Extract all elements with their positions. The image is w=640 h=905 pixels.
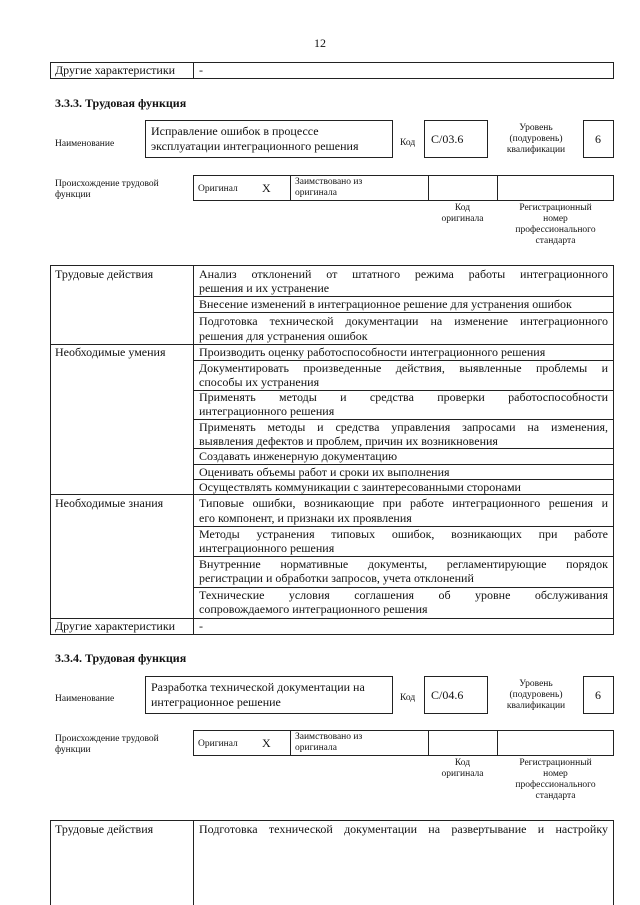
other-characteristics-value: - xyxy=(199,619,203,633)
table-row: выявления дефектов и проблем, причин их возникновения xyxy=(199,434,498,448)
level-label-2 xyxy=(492,679,580,712)
code-original-line2: оригинала xyxy=(441,214,484,224)
code-label: Код xyxy=(400,138,416,148)
origin-label xyxy=(55,179,159,201)
reg-line2: номер xyxy=(543,769,568,779)
table-row: регистрации и обработки запросов, учета отклонений xyxy=(199,571,474,585)
table-row: Создавать инженерную документацию xyxy=(199,449,398,463)
table-row: Методы устранения типовых ошибок, возникающих при работе xyxy=(199,527,608,541)
function-name-line2: эксплуатации интеграционного решения xyxy=(151,139,359,153)
code-original-caption xyxy=(428,203,497,225)
top-other-value: - xyxy=(199,63,203,77)
level-label-line2: (подуровень) xyxy=(509,690,563,700)
table-row: Подготовка технической документации на развертывание и настройку xyxy=(199,822,608,836)
level-value: 6 xyxy=(595,688,601,702)
section-heading: 3.3.3. Трудовая функция xyxy=(55,96,187,110)
table-row: интеграционного решения xyxy=(199,541,335,555)
function-name-line1: Исправление ошибок в процессе xyxy=(151,124,319,138)
reg-line4: стандарта xyxy=(535,791,576,801)
original-mark-2: X xyxy=(262,736,271,750)
top-other-label: Другие характеристики xyxy=(55,63,176,77)
origin-label-line2: функции xyxy=(55,745,91,755)
reg-line3: профессионального xyxy=(515,225,596,235)
name-label-2: Наименование xyxy=(55,694,115,704)
origin-label-2 xyxy=(55,734,159,756)
table-row: Документировать произведенные действия, выявленные проблемы и xyxy=(199,361,608,375)
table-row: Применять методы и средства проверки работоспособности xyxy=(199,390,608,404)
original-label-2: Оригинал xyxy=(198,739,238,749)
code-box-2 xyxy=(424,676,488,714)
code-original-caption-2 xyxy=(428,758,497,780)
table-row: Применять методы и средства управления запросами на изменения, xyxy=(199,420,608,434)
level-label-line3: квалификации xyxy=(506,145,566,155)
labor-actions-label-2: Трудовые действия xyxy=(55,822,154,836)
level-label-line1: Уровень xyxy=(519,123,553,133)
required-skills-label: Необходимые умения xyxy=(55,345,166,359)
function-name-line1: Разработка технической документации на xyxy=(151,680,365,694)
table-row: Технические условия соглашения об уровне обслуживания xyxy=(199,588,608,602)
table-row: Оценивать объемы работ и сроки их выполнения xyxy=(199,465,450,479)
level-value: 6 xyxy=(595,132,601,146)
borrowed-label-2 xyxy=(295,732,362,754)
table-row: Типовые ошибки, возникающие при работе интеграционного решения и xyxy=(199,496,608,510)
table-row: Внутренние нормативные документы, регламентирующие порядок xyxy=(199,557,608,571)
reg-line1: Регистрационный xyxy=(519,758,592,768)
table-row: Осуществлять коммуникации с заинтересованными сторонами xyxy=(199,480,521,494)
required-knowledge-label: Необходимые знания xyxy=(55,496,164,510)
function-name-box xyxy=(145,120,393,158)
level-label-line1: Уровень xyxy=(519,679,553,689)
labor-actions-label: Трудовые действия xyxy=(55,267,154,281)
code-box xyxy=(424,120,488,158)
table-row: Внесение изменений в интеграционное решение для устранения ошибок xyxy=(199,297,572,311)
borrowed-label xyxy=(295,177,362,199)
table-row: решения для устранения ошибок xyxy=(199,329,368,343)
level-box-2 xyxy=(583,676,614,714)
name-label: Наименование xyxy=(55,139,115,149)
level-box xyxy=(583,120,614,158)
function-name-line2: интеграционное решение xyxy=(151,695,281,709)
original-label: Оригинал xyxy=(198,184,238,194)
level-label-line2: (подуровень) xyxy=(509,134,563,144)
level-label-line3: квалификации xyxy=(506,701,566,711)
borrowed-line2: оригинала xyxy=(295,743,337,753)
reg-line2: номер xyxy=(543,214,568,224)
borrowed-line1: Заимствовано из xyxy=(295,177,363,187)
section-heading-2: 3.3.4. Трудовая функция xyxy=(55,651,187,665)
code-original-line1: Код xyxy=(454,203,471,213)
table-row: Производить оценку работоспособности интеграционного решения xyxy=(199,345,546,359)
reg-number-caption xyxy=(497,203,614,247)
table-row: Подготовка технической документации на изменение интеграционного xyxy=(199,314,608,328)
table-row: интеграционного решения xyxy=(199,404,335,418)
borrowed-line2: оригинала xyxy=(295,188,337,198)
table-row: способы их устранения xyxy=(199,375,320,389)
origin-label-line2: функции xyxy=(55,190,91,200)
reg-number-caption-2 xyxy=(497,758,614,802)
code-value: С/04.6 xyxy=(431,688,464,702)
table-row: Анализ отклонений от штатного режима работы интеграционного xyxy=(199,267,608,281)
code-label-2: Код xyxy=(400,693,416,703)
page-number: 12 xyxy=(314,36,326,50)
reg-line1: Регистрационный xyxy=(519,203,592,213)
code-original-line2: оригинала xyxy=(441,769,484,779)
original-mark: X xyxy=(262,181,271,195)
reg-line4: стандарта xyxy=(535,236,576,246)
other-characteristics-label: Другие характеристики xyxy=(55,619,176,633)
code-value: С/03.6 xyxy=(431,132,464,146)
origin-label-line1: Происхождение трудовой xyxy=(55,734,159,744)
table-row: его компонент, и признаки их проявления xyxy=(199,511,412,525)
function-name-box-2 xyxy=(145,676,393,714)
table-row: сопровождаемого интеграционного решения xyxy=(199,602,428,616)
level-label xyxy=(492,123,580,156)
table-row: решения и их устранение xyxy=(199,281,330,295)
reg-line3: профессионального xyxy=(515,780,596,790)
code-original-line1: Код xyxy=(454,758,471,768)
origin-label-line1: Происхождение трудовой xyxy=(55,179,159,189)
borrowed-line1: Заимствовано из xyxy=(295,732,363,742)
